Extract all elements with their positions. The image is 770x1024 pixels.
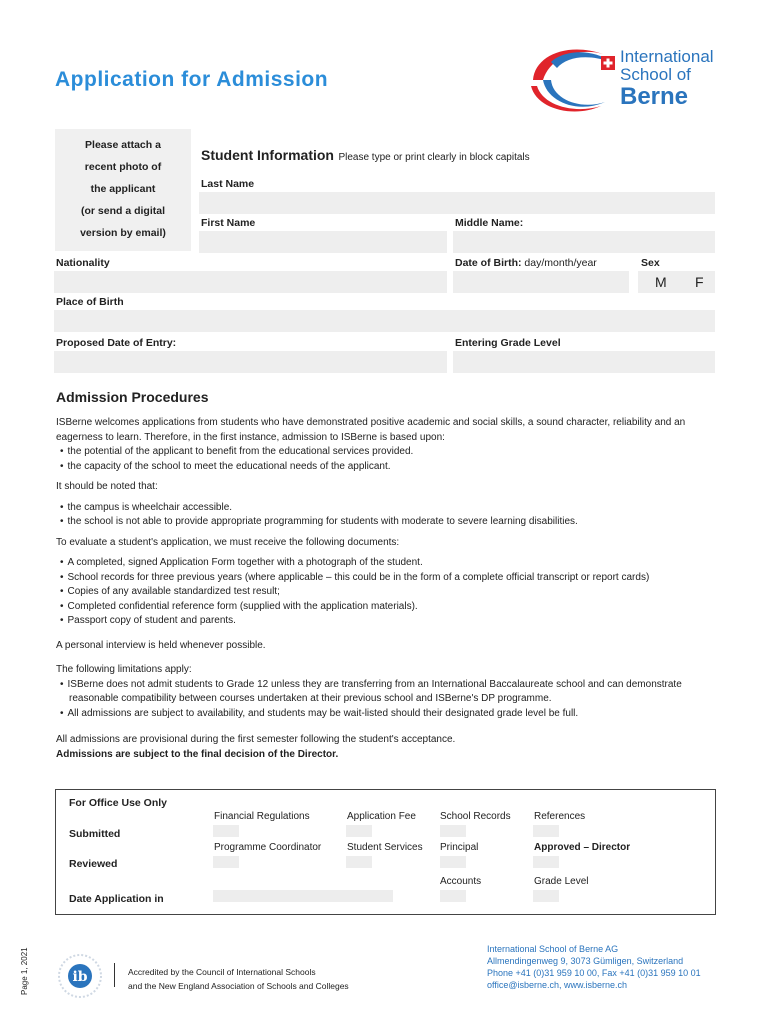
school-records-field[interactable] xyxy=(440,825,466,837)
school-logo-icon xyxy=(523,40,619,116)
first-name-field[interactable] xyxy=(199,231,447,253)
office-use-heading: For Office Use Only xyxy=(69,797,168,809)
programme-coordinator-field[interactable] xyxy=(213,856,239,868)
references-label: References xyxy=(534,811,586,822)
dob-field[interactable] xyxy=(453,271,629,293)
dob-label: Date of Birth: day/month/year xyxy=(455,257,597,269)
sex-option-m[interactable]: M xyxy=(655,274,667,290)
programme-coordinator-label: Programme Coordinator xyxy=(214,842,322,853)
school-records-label: School Records xyxy=(440,811,511,822)
nationality-field[interactable] xyxy=(54,271,447,293)
middle-name-field[interactable] xyxy=(453,231,715,253)
reviewed-label: Reviewed xyxy=(69,858,118,870)
principal-field[interactable] xyxy=(440,856,466,868)
accounts-field[interactable] xyxy=(440,890,466,902)
place-of-birth-label: Place of Birth xyxy=(56,296,124,308)
first-name-label: First Name xyxy=(201,217,256,229)
last-name-label: Last Name xyxy=(201,178,255,190)
page-title: Application for Admission xyxy=(55,68,329,91)
accreditation-text: Accredited by the Council of International Schools and the New England Association of Schools and Colleges xyxy=(128,967,349,991)
svg-text:ib: ib xyxy=(72,969,88,985)
grade-level-label: Grade Level xyxy=(534,876,589,887)
references-field[interactable] xyxy=(533,825,559,837)
proposed-entry-label: Proposed Date of Entry: xyxy=(56,337,177,349)
financial-regulations-label: Financial Regulations xyxy=(214,811,310,822)
approved-director-field[interactable] xyxy=(533,856,559,868)
middle-name-label: Middle Name: xyxy=(455,217,524,229)
entering-grade-field[interactable] xyxy=(453,351,715,373)
date-application-label: Date Application in xyxy=(69,893,164,905)
accounts-label: Accounts xyxy=(440,876,482,887)
student-services-field[interactable] xyxy=(346,856,372,868)
financial-regulations-field[interactable] xyxy=(213,825,239,837)
admission-procedures-heading: Admission Procedures xyxy=(56,389,209,405)
application-fee-label: Application Fee xyxy=(347,811,416,822)
application-fee-field[interactable] xyxy=(346,825,372,837)
procedures-text: ISBerne welcomes applications from students who have demonstrated positive academic and social skills, a sound character, reliability and an eagerness to learn. Therefore, in the first instance, admission to ISBerne is based upon: • the potential of the applicant to benefit from the educational services provided. • the capacity of the school to meet the educational needs of the applicant. It should be noted that: • the campus is wheelchair accessible. • the school is not able to provide appropriate programming for students with moderate to severe learning disabilities. To evaluate a student's application, we must receive the following documents: • A completed, signed Application Form together with a photograph of the student. • School records for three previous years (where applicable – this could be in the form of a complete official transcript or report cards) • Copies of any available standardized test result; • Completed confidential reference form (supplied with the application materials). • Passport copy of student and parents. A personal interview is held whenever possible. The following limitations apply: • ISBerne does not admit students to Grade 12 unless they are transferring from an International Baccalaureate school and can demonstrate reasonable compatibility between courses undertaken at their previous school and ISBerne's DP programme. • All admissions are subject to availability, and students may be wait-listed should their designated grade level be full. All admissions are provisional during the first semester following the student's acceptance. Admissions are subject to the final decision of the Director. xyxy=(56,416,716,762)
contact-links[interactable]: office@isberne.ch, www.isberne.ch xyxy=(487,980,628,990)
student-services-label: Student Services xyxy=(347,842,423,853)
ib-logo-icon xyxy=(56,952,104,1000)
photo-placeholder[interactable]: Please attach a recent photo of the applicant (or send a digital version by email) xyxy=(55,129,191,251)
principal-label: Principal xyxy=(440,842,479,853)
page-number: Page 1, 2021 xyxy=(20,947,29,995)
contact-info: International School of Berne AG Allmendingenweg 9, 3073 Gümligen, Switzerland Phone +41 (0)31 959 10 00, Fax +41 (0)31 959 10 01 office@isberne.ch, www.isberne.ch xyxy=(487,944,701,990)
school-logo-text: International School of Berne xyxy=(620,47,714,110)
sex-label: Sex xyxy=(641,257,660,269)
sex-option-f[interactable]: F xyxy=(695,274,704,290)
nationality-label: Nationality xyxy=(56,257,110,269)
place-of-birth-field[interactable] xyxy=(54,310,715,332)
approved-director-label: Approved – Director xyxy=(534,842,631,853)
submitted-label: Submitted xyxy=(69,828,121,840)
entering-grade-label: Entering Grade Level xyxy=(455,337,561,349)
proposed-entry-field[interactable] xyxy=(54,351,447,373)
student-info-heading: Student Information Please type or print clearly in block capitals xyxy=(201,147,530,163)
date-application-field[interactable] xyxy=(213,890,393,902)
last-name-field[interactable] xyxy=(199,192,715,214)
footer-divider xyxy=(114,963,115,987)
grade-level-field[interactable] xyxy=(533,890,559,902)
